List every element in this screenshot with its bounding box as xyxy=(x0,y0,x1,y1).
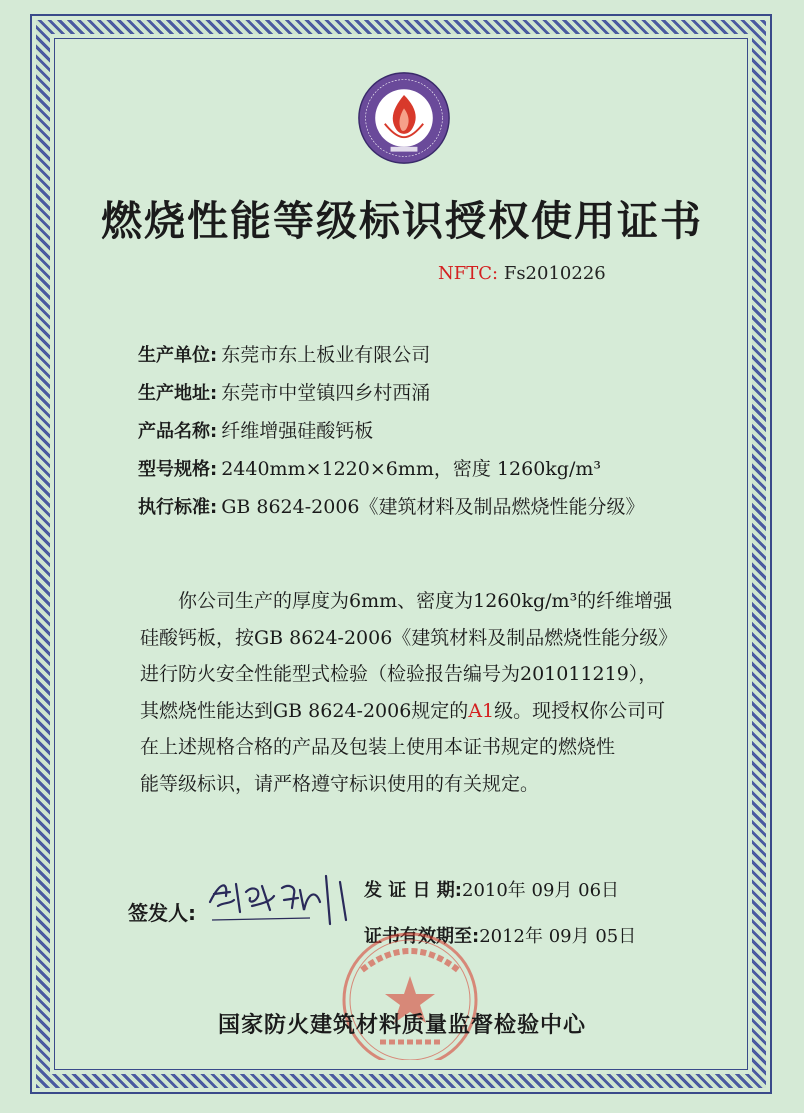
info-label: 执行标准: xyxy=(138,497,218,518)
certificate-number xyxy=(438,263,606,284)
issue-date-row xyxy=(364,876,636,922)
cert-no-label: NFTC: xyxy=(438,263,499,284)
body-line: 硅酸钙板，按GB 8624-2006《建筑材料及制品燃烧性能分级》 xyxy=(140,626,678,649)
grade-value: A1 xyxy=(468,699,495,722)
info-label: 型号规格: xyxy=(138,459,218,480)
body-segment: 其燃烧性能达到GB 8624-2006规定的 xyxy=(140,699,469,722)
info-label: 生产单位: xyxy=(138,345,218,366)
cert-no-value: Fs2010226 xyxy=(503,263,606,284)
body-line: 你公司生产的厚度为6mm、密度为1260kg/m³的纤维增强 xyxy=(178,590,673,612)
info-value: GB 8624-2006《建筑材料及制品燃烧性能分级》 xyxy=(221,496,645,518)
info-row-address xyxy=(138,378,645,416)
info-row-manufacturer xyxy=(138,340,645,378)
info-block xyxy=(138,340,645,530)
center-logo xyxy=(356,70,452,166)
body-line: 进行防火安全性能型式检验（检验报告编号为201011219）， xyxy=(140,663,658,685)
info-label: 生产地址: xyxy=(138,383,218,404)
body-line: 在上述规格合格的产品及包装上使用本证书规定的燃烧性 xyxy=(140,736,616,758)
body-line xyxy=(140,693,680,730)
certificate-title: 燃烧性能等级标识授权使用证书 xyxy=(101,197,703,245)
issuing-organization: 国家防火建筑材料质量监督检验中心 xyxy=(217,1013,586,1038)
expiry-date-label: 证书有效期至: xyxy=(364,926,480,947)
signer-label: 签发人: xyxy=(128,901,196,925)
issue-date-value: 2010年 09月 06日 xyxy=(462,880,620,901)
expiry-date-value: 2012年 09月 05日 xyxy=(479,926,637,947)
info-value: 东莞市东上板业有限公司 xyxy=(221,344,431,366)
official-seal xyxy=(330,930,490,1060)
info-row-product xyxy=(138,416,645,454)
info-row-standard xyxy=(138,492,645,530)
info-row-spec xyxy=(138,454,645,492)
body-segment: 级。现授权你公司可 xyxy=(494,699,666,722)
info-label: 产品名称: xyxy=(138,421,218,442)
issue-date-label: 发 证 日 期: xyxy=(364,880,462,901)
info-value: 纤维增强硅酸钙板 xyxy=(221,420,374,442)
body-line: 能等级标识，请严格遵守标识使用的有关规定。 xyxy=(140,772,540,795)
handwritten-signature xyxy=(200,862,360,932)
info-value: 2440mm×1220×6mm，密度 1260kg/m³ xyxy=(221,458,602,480)
authorization-text xyxy=(140,583,680,802)
info-value: 东莞市中堂镇四乡村西涌 xyxy=(221,382,431,404)
